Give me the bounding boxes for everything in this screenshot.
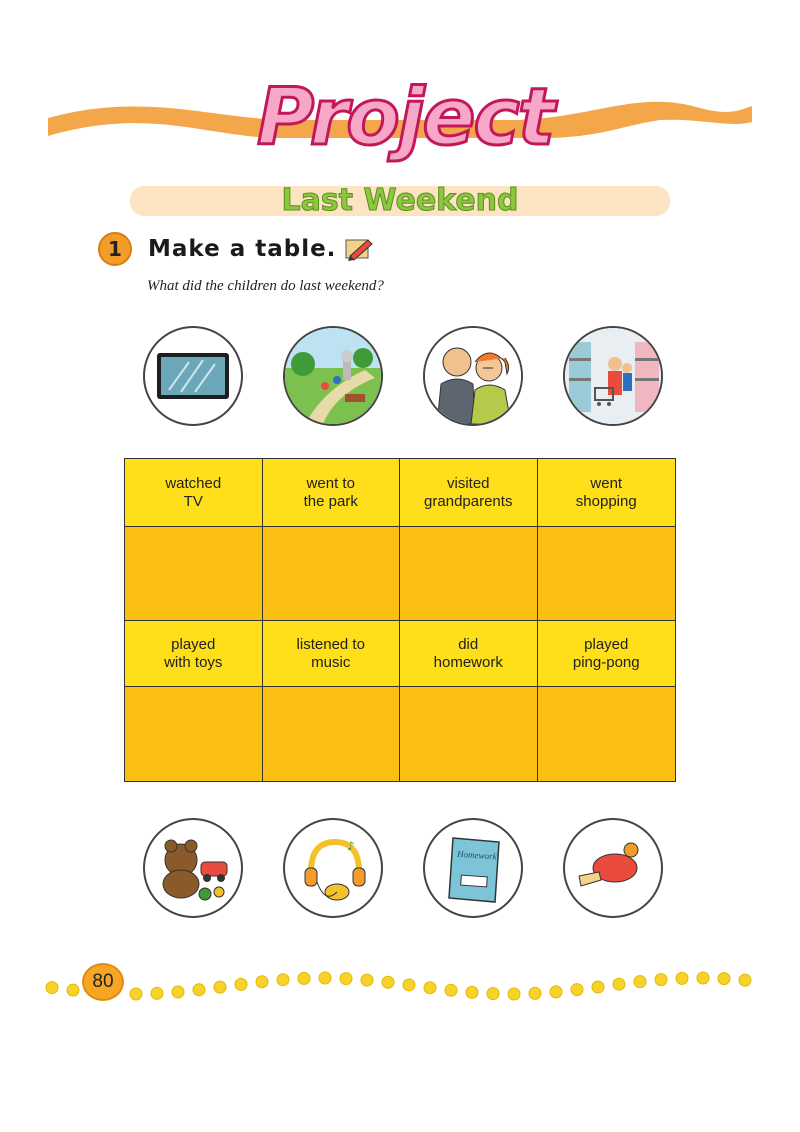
activity-number: 1 [98,232,132,266]
page-number: 80 [82,963,124,1001]
table-cell-listened-to-music: listened to music [263,621,401,687]
decorative-dot [298,972,310,984]
table-blank-cell[interactable] [125,527,263,621]
decorative-dot [613,978,625,990]
decorative-dot [277,974,289,986]
decorative-dot [214,981,226,993]
music-picture [283,818,383,918]
svg-text:♪: ♪ [347,839,355,853]
table-cell-went-to-park: went to the park [263,459,401,527]
table-cell-played-with-toys: played with toys [125,621,263,687]
tv-icon [145,328,241,424]
grandparents-picture [423,326,523,426]
decorative-dot [697,972,709,984]
decorative-dot [130,988,142,1000]
grandparents-icon [425,328,521,424]
decorative-dot [592,981,604,993]
shopping-icon [565,328,661,424]
decorative-dot [508,988,520,1000]
decorative-dot [361,974,373,986]
decorative-dot [340,973,352,985]
decorative-dot [676,972,688,984]
decorative-dot [424,982,436,994]
instruction-question: What did the children do last weekend? [147,278,384,294]
decorative-dot [403,979,415,991]
table-cell-played-ping-pong: played ping-pong [538,621,676,687]
project-title: Project [257,73,553,163]
pencil-icon [344,236,374,262]
table-blank-cell[interactable] [263,687,401,781]
decorative-dot [172,986,184,998]
homework-book-label: Homework [456,848,497,862]
subtitle: Last Weekend [281,183,519,218]
ping-pong-icon [565,820,661,916]
activity-heading [98,232,374,266]
table-blank-cell[interactable] [400,687,538,781]
park-picture [283,326,383,426]
decorative-dot [466,986,478,998]
park-icon [285,328,381,424]
table-blank-cell[interactable] [400,527,538,621]
toys-picture [143,818,243,918]
ping-pong-picture [563,818,663,918]
decorative-dot [46,982,58,994]
activity-title: Make a table. [148,236,337,262]
activity-table [124,458,676,782]
decorative-dot [634,976,646,988]
decorative-dot [382,976,394,988]
decorative-dot [718,973,730,985]
decorative-dot [487,988,499,1000]
homework-picture [423,818,523,918]
table-blank-cell[interactable] [538,527,676,621]
table-cell-watched-tv: watched TV [125,459,263,527]
decorative-dot [550,986,562,998]
shopping-picture [563,326,663,426]
decorative-dot [151,987,163,999]
decorative-dot [256,976,268,988]
decorative-dot [445,984,457,996]
homework-book-icon [425,820,521,916]
decorative-dot [67,984,79,996]
table-cell-went-shopping: went shopping [538,459,676,527]
decorative-dot [319,972,331,984]
toys-icon [145,820,241,916]
decorative-dot [739,974,751,986]
decorative-dot [571,984,583,996]
decorative-dot [655,974,667,986]
table-cell-visited-grandparents: visited grandparents [400,459,538,527]
decorative-dot [529,987,541,999]
decorative-dot [235,978,247,990]
table-blank-cell[interactable] [538,687,676,781]
table-blank-cell[interactable] [125,687,263,781]
table-blank-cell[interactable] [263,527,401,621]
decorative-dot [193,984,205,996]
tv-picture [143,326,243,426]
headphones-icon [285,820,381,916]
table-cell-did-homework: did homework [400,621,538,687]
